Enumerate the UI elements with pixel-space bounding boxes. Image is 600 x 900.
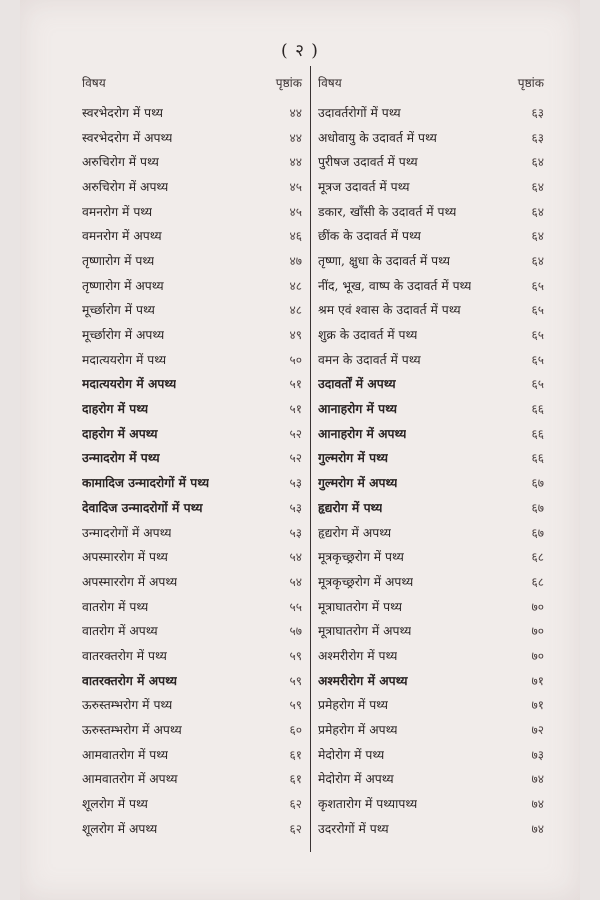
toc-entry-page: ५९ xyxy=(289,673,302,688)
toc-entry-title: वातरक्तरोग में अपथ्य xyxy=(82,672,177,688)
toc-entry-page: ६५ xyxy=(531,303,544,318)
toc-entry-page: ६१ xyxy=(289,747,302,762)
toc-entry-title: शुक्र के उदावर्त में पथ्य xyxy=(318,328,418,343)
toc-entry xyxy=(82,421,302,446)
toc-entry-page: ५७ xyxy=(289,624,302,639)
toc-entry xyxy=(318,100,544,125)
toc-entry xyxy=(318,298,544,323)
toc-entry xyxy=(82,816,302,841)
toc-entry-title: उदररोगों में पथ्य xyxy=(318,821,389,836)
toc-entry xyxy=(318,248,544,273)
toc-entry-page: ५४ xyxy=(289,574,302,589)
toc-entry-title: शूलरोग में पथ्य xyxy=(82,797,148,812)
toc-entry xyxy=(318,618,544,643)
header-subject: विषय xyxy=(82,76,106,90)
toc-entry xyxy=(318,569,544,594)
toc-entry-title: स्वरभेदरोग में पथ्य xyxy=(82,105,163,120)
toc-entry xyxy=(82,717,302,742)
toc-entry-page: ४८ xyxy=(289,303,302,318)
toc-entry xyxy=(318,372,544,397)
toc-entry-title: कामादिज उन्मादरोगों में पथ्य xyxy=(82,475,210,491)
toc-entry-title: प्रमेहरोग में पथ्य xyxy=(318,698,389,713)
toc-entry-page: ६४ xyxy=(531,229,544,244)
toc-entry-page: ७४ xyxy=(531,797,544,812)
toc-entry-title: वातरोग में पथ्य xyxy=(82,599,149,614)
toc-entry-page: ५० xyxy=(289,352,302,367)
toc-entry xyxy=(318,544,544,569)
toc-entry-title: अश्मरीरोग में पथ्य xyxy=(318,648,398,663)
toc-entry-title: अधोवायु के उदावर्त में पथ्य xyxy=(318,130,437,145)
toc-entry-title: आमवातरोग में पथ्य xyxy=(82,747,169,762)
toc-entry-page: ७४ xyxy=(531,772,544,787)
toc-entry xyxy=(318,149,544,174)
toc-column-left xyxy=(82,70,302,841)
toc-entry xyxy=(318,470,544,495)
toc-entry xyxy=(82,322,302,347)
toc-entry-page: ७१ xyxy=(531,673,544,688)
toc-entry-title: आनाहरोग में पथ्य xyxy=(318,401,398,417)
page-number: ( २ ) xyxy=(281,41,319,61)
toc-entry-page: ६८ xyxy=(531,550,544,565)
toc-entry-title: दाहरोग में पथ्य xyxy=(82,401,149,417)
toc-entry-title: मेदोरोग में पथ्य xyxy=(318,747,385,762)
toc-entry xyxy=(82,470,302,495)
toc-entry xyxy=(82,273,302,298)
toc-entry-title: उन्मादरोगों में अपथ्य xyxy=(82,525,172,540)
toc-entry xyxy=(82,199,302,224)
toc-entry xyxy=(82,298,302,323)
toc-entry-title: मूर्च्छारोग में अपथ्य xyxy=(82,328,165,343)
toc-entry-title: वमनरोग में पथ्य xyxy=(82,204,153,219)
toc-entry xyxy=(82,544,302,569)
toc-entry-page: ७४ xyxy=(531,821,544,836)
toc-entry-title: हृद्यरोग में पथ्य xyxy=(318,499,383,515)
toc-entry-title: वातरक्तरोग में पथ्य xyxy=(82,648,167,663)
toc-entry-page: ४८ xyxy=(289,278,302,293)
toc-entry xyxy=(82,223,302,248)
toc-entry-title: आनाहरोग में अपथ्य xyxy=(318,425,407,441)
toc-entry-title: नींद, भूख, वाष्प के उदावर्त में पथ्य xyxy=(318,278,472,293)
toc-entry-title: पुरीषज उदावर्त में पथ्य xyxy=(318,155,418,170)
column-header xyxy=(82,70,302,100)
toc-entry xyxy=(82,693,302,718)
toc-entry-title: गुल्मरोग में पथ्य xyxy=(318,450,388,466)
toc-entry-title: ऊरुस्तम्भरोग में पथ्य xyxy=(82,698,173,713)
toc-entry xyxy=(82,668,302,693)
toc-entry-page: ६२ xyxy=(289,797,302,812)
toc-entry-page: ५१ xyxy=(289,402,302,417)
toc-entry xyxy=(82,174,302,199)
toc-entry-page: ६२ xyxy=(289,821,302,836)
toc-entry-page: ६६ xyxy=(531,451,544,466)
toc-entry xyxy=(318,693,544,718)
toc-entry-title: वातरोग में अपथ्य xyxy=(82,624,158,639)
toc-entry-page: ४५ xyxy=(289,204,302,219)
header-subject: विषय xyxy=(318,76,342,90)
toc-entry-title: मदात्ययरोग में अपथ्य xyxy=(82,376,177,392)
toc-entry-page: ४६ xyxy=(289,229,302,244)
toc-entry-page: ४४ xyxy=(289,105,302,120)
toc-entry xyxy=(318,495,544,520)
toc-entry xyxy=(318,446,544,471)
toc-entry-page: ७० xyxy=(531,599,544,614)
toc-entry-title: डकार, खाँसी के उदावर्त में पथ्य xyxy=(318,204,457,219)
toc-entry-page: ६३ xyxy=(531,130,544,145)
toc-entry xyxy=(318,643,544,668)
toc-entry-page: ५२ xyxy=(289,426,302,441)
toc-entry-page: ४७ xyxy=(289,253,302,268)
toc-entry-page: ५९ xyxy=(289,698,302,713)
toc-entry xyxy=(82,742,302,767)
toc-entry xyxy=(318,791,544,816)
toc-entry xyxy=(318,421,544,446)
toc-entry-page: ५३ xyxy=(289,525,302,540)
toc-entry-page: ६५ xyxy=(531,352,544,367)
toc-entry-page: ६५ xyxy=(531,328,544,343)
toc-entry-title: मूत्रकृच्छ्ररोग में अपथ्य xyxy=(318,574,414,589)
toc-column-right xyxy=(318,70,544,841)
toc-entry-title: अरुचिरोग में अपथ्य xyxy=(82,179,169,194)
toc-entry-title: आमवातरोग में अपथ्य xyxy=(82,772,178,787)
toc-entry-title: मूत्रज उदावर्त में पथ्य xyxy=(318,179,410,194)
toc-entry-title: उन्मादरोग में पथ्य xyxy=(82,450,160,466)
toc-entry-page: ५४ xyxy=(289,550,302,565)
toc-entry-page: ७० xyxy=(531,624,544,639)
toc-entry xyxy=(82,495,302,520)
toc-entry xyxy=(82,446,302,471)
toc-entry-page: ६४ xyxy=(531,155,544,170)
toc-entry xyxy=(318,322,544,347)
toc-entry-page: ७१ xyxy=(531,698,544,713)
toc-entry-page: ७३ xyxy=(531,747,544,762)
toc-entry-title: शूलरोग में अपथ्य xyxy=(82,821,158,836)
toc-entry xyxy=(318,125,544,150)
toc-entry-page: ६४ xyxy=(531,179,544,194)
toc-entry xyxy=(318,223,544,248)
toc-entry-page: ६७ xyxy=(531,476,544,491)
toc-entry-page: ४४ xyxy=(289,155,302,170)
toc-entry-title: श्रम एवं श्वास के उदावर्त में पथ्य xyxy=(318,303,461,318)
toc-entry-page: ७२ xyxy=(531,723,544,738)
toc-entry-page: ६४ xyxy=(531,253,544,268)
toc-entry-title: वमनरोग में अपथ्य xyxy=(82,229,162,244)
toc-entry-page: ४४ xyxy=(289,130,302,145)
toc-entry-title: गुल्मरोग में अपथ्य xyxy=(318,475,398,491)
toc-entry xyxy=(318,717,544,742)
toc-entry xyxy=(318,396,544,421)
toc-entry xyxy=(318,520,544,545)
toc-entry xyxy=(82,149,302,174)
toc-entry-page: ५९ xyxy=(289,648,302,663)
toc-entry-page: ५१ xyxy=(289,377,302,392)
toc-entry-page: ६१ xyxy=(289,772,302,787)
toc-list-right xyxy=(318,100,544,841)
toc-entry-page: ६५ xyxy=(531,278,544,293)
toc-entry xyxy=(82,618,302,643)
toc-entry-page: ६७ xyxy=(531,500,544,515)
toc-entry xyxy=(82,372,302,397)
toc-entry-page: ६६ xyxy=(531,402,544,417)
toc-entry xyxy=(82,125,302,150)
toc-entry xyxy=(318,174,544,199)
toc-entry-page: ६७ xyxy=(531,525,544,540)
toc-entry-title: उदावर्तों में अपथ्य xyxy=(318,376,396,392)
toc-entry-title: तृष्णारोग में अपथ्य xyxy=(82,278,164,293)
toc-entry-page: ५५ xyxy=(289,599,302,614)
toc-entry-title: अरुचिरोग में पथ्य xyxy=(82,155,159,170)
toc-entry-page: ६८ xyxy=(531,574,544,589)
toc-entry xyxy=(318,347,544,372)
toc-entry-title: मूत्रकृच्छ्ररोग में पथ्य xyxy=(318,550,404,565)
column-divider xyxy=(310,66,311,852)
toc-entry-title: तृष्णारोग में पथ्य xyxy=(82,253,155,268)
toc-entry-page: ६५ xyxy=(531,377,544,392)
toc-entry xyxy=(82,643,302,668)
toc-entry xyxy=(82,248,302,273)
toc-entry-page: ६३ xyxy=(531,105,544,120)
toc-entry-page: ४९ xyxy=(289,328,302,343)
toc-entry xyxy=(82,791,302,816)
toc-entry-page: ६४ xyxy=(531,204,544,219)
toc-entry xyxy=(318,668,544,693)
toc-entry xyxy=(82,569,302,594)
toc-entry xyxy=(82,594,302,619)
toc-entry-title: हृद्यरोग में अपथ्य xyxy=(318,525,392,540)
toc-entry-title: प्रमेहरोग में अपथ्य xyxy=(318,723,398,738)
toc-entry xyxy=(82,347,302,372)
toc-entry-title: छींक के उदावर्त में पथ्य xyxy=(318,229,421,244)
toc-entry xyxy=(318,767,544,792)
toc-entry-title: मेदोरोग में अपथ्य xyxy=(318,772,394,787)
toc-entry-page: ६६ xyxy=(531,426,544,441)
toc-entry-title: मूत्राघातरोग में पथ्य xyxy=(318,599,402,614)
toc-entry-title: वमन के उदावर्त में पथ्य xyxy=(318,352,421,367)
toc-entry-page: ५२ xyxy=(289,451,302,466)
toc-entry-title: स्वरभेदरोग में अपथ्य xyxy=(82,130,173,145)
toc-entry-page: ४५ xyxy=(289,179,302,194)
toc-entry xyxy=(82,520,302,545)
toc-entry-title: ऊरुस्तम्भरोग में अपथ्य xyxy=(82,723,182,738)
header-page: पृष्ठांक xyxy=(275,76,302,90)
toc-entry xyxy=(318,742,544,767)
toc-entry-title: मूर्च्छारोग में पथ्य xyxy=(82,303,155,318)
toc-entry-page: ७० xyxy=(531,648,544,663)
column-header xyxy=(318,70,544,100)
toc-entry xyxy=(318,594,544,619)
toc-entry xyxy=(318,199,544,224)
toc-entry xyxy=(318,816,544,841)
header-page: पृष्ठांक xyxy=(517,76,544,90)
toc-entry-title: दाहरोग में अपथ्य xyxy=(82,425,158,441)
toc-entry-title: अपस्माररोग में अपथ्य xyxy=(82,574,178,589)
toc-list-left xyxy=(82,100,302,841)
toc-entry xyxy=(318,273,544,298)
toc-entry-title: मदात्ययरोग में पथ्य xyxy=(82,352,167,367)
toc-entry-page: ५३ xyxy=(289,476,302,491)
toc-entry-title: उदावर्तरोगों में पथ्य xyxy=(318,105,401,120)
toc-entry xyxy=(82,100,302,125)
toc-entry-title: मूत्राघातरोग में अपथ्य xyxy=(318,624,412,639)
toc-entry-title: अपस्माररोग में पथ्य xyxy=(82,550,168,565)
toc-entry-page: ५३ xyxy=(289,500,302,515)
toc-entry-title: कृशतारोग में पथ्यापथ्य xyxy=(318,797,418,812)
toc-entry-title: देवादिज उन्मादरोगों में पथ्य xyxy=(82,499,203,515)
toc-entry-title: तृष्णा, क्षुधा के उदावर्त में पथ्य xyxy=(318,253,451,268)
toc-entry xyxy=(82,767,302,792)
toc-entry xyxy=(82,396,302,421)
toc-entry-page: ६० xyxy=(289,723,302,738)
toc-entry-title: अश्मरीरोग में अपथ्य xyxy=(318,672,408,688)
